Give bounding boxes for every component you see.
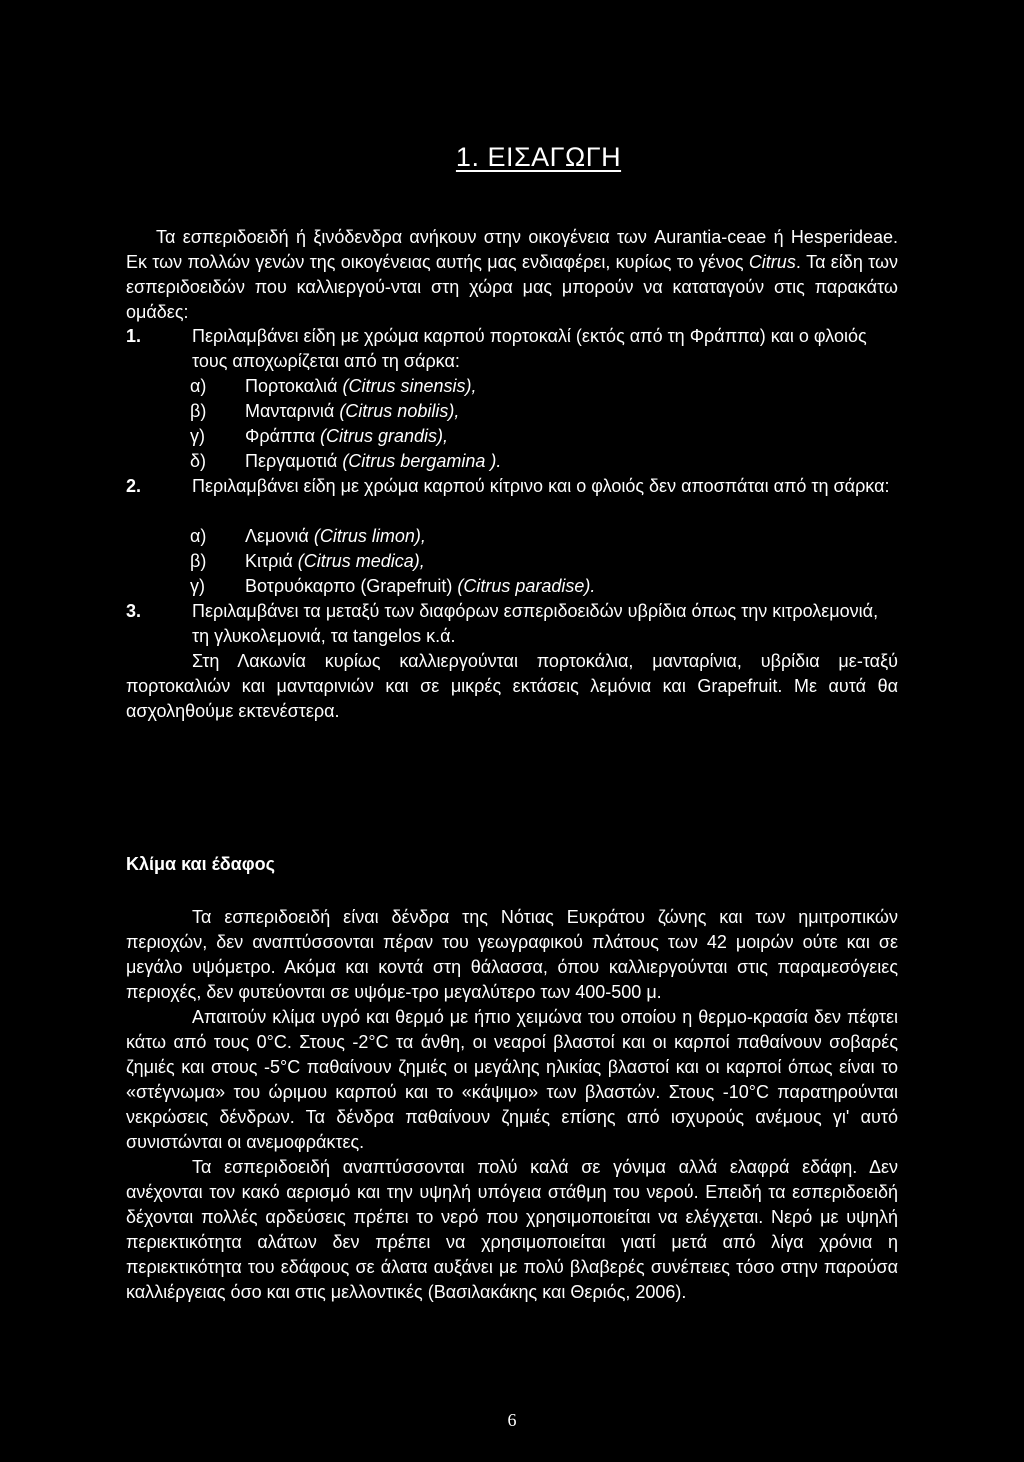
group-number: 1. xyxy=(126,326,142,346)
item-label: Λεμονιά (Citrus limon), xyxy=(245,526,426,546)
item-label: Μανταρινιά (Citrus nobilis), xyxy=(245,401,460,421)
group-number: 2. xyxy=(126,476,142,496)
climate-paragraph: Τα εσπεριδοειδή αναπτύσσονται πολύ καλά σε γόνιμα αλλά ελαφρά εδάφη. Δεν ανέχονται τον κακό αερισμό και την υψηλή υπόγεια στάθμη του νερού. Επειδή τα εσπεριδοειδή δέχονται πολλές αρδεύσεις πρέπει το νερό που χρησιμοποιείται να ελέγχεται. Νερό με υψηλή περιεκτικότητα αλάτων δεν πρέπει να χρησιμοποιείται γιατί μετά από λίγα χρόνια η περιεκτικότητα του εδάφους σε άλατα αυξάνει με πολύ βλαβερές συνέπειες τόσο στην παρούσα καλλιέργειας όσο και στις μελλοντικές (Βασιλακάκης και Θεριός, 2006). xyxy=(126,1157,898,1302)
intro-text-a: Τα εσπεριδοειδή ή ξινόδενδρα ανήκουν στην οικογένεια των Aurantia-ceae ή Hesperideae. Εκ των πολλών γενών της οικογένειας αυτής μας ενδιαφέρει, κυρίως το γένος xyxy=(126,227,898,272)
item-label: Περγαμοτιά (Citrus bergamina ). xyxy=(245,451,502,471)
item-letter: δ) xyxy=(190,451,207,471)
intro-genus: Citrus xyxy=(748,252,796,272)
item-label: Πορτοκαλιά (Citrus sinensis), xyxy=(245,376,477,396)
item-label: Φράππα (Citrus grandis), xyxy=(245,426,449,446)
page-number: 6 xyxy=(507,1410,517,1430)
group-text: Περιλαμβάνει είδη με χρώμα καρπού κίτρινο και ο φλοιός δεν αποσπάται από τη σάρκα: xyxy=(192,476,890,496)
item-letter: α) xyxy=(190,526,207,546)
lakonia-text: Στη Λακωνία κυρίως καλλιεργούνται πορτοκάλια, μανταρίνια, υβρίδια με-ταξύ πορτοκαλιών και μανταρινιών και σε μικρές εκτάσεις λεμόνια και Grapefruit. Με αυτά θα ασχοληθούμε εκτενέστερα. xyxy=(126,651,898,721)
page-title: 1. ΕΙΣΑΓΩΓΗ xyxy=(455,142,622,172)
item-letter: β) xyxy=(190,401,207,421)
item-label: Κιτριά (Citrus medica), xyxy=(245,551,425,571)
item-label: Βοτρυόκαρπο (Grapefruit) (Citrus paradise). xyxy=(245,576,596,596)
lakonia-paragraph xyxy=(126,649,898,724)
climate-paragraph: Τα εσπεριδοειδή είναι δένδρα της Νότιας Ευκράτου ζώνης και των ημιτροπικών περιοχών, δεν αναπτύσσονται πέραν του γεωγραφικού πλάτους των 42 μοιρών ούτε και σε μεγάλο υψόμετρο. Ακόμα και κοντά στη θάλασσα, όπου καλλιεργούνται στις παραμεσόγειες περιοχές, δεν φυτεύονται σε υψόμε-τρο μεγαλύτερο των 400-500 μ. xyxy=(126,907,898,1002)
item-letter: α) xyxy=(190,376,207,396)
group-text: Περιλαμβάνει είδη με χρώμα καρπού πορτοκαλί (εκτός από τη Φράππα) και ο φλοιός τους αποχωρίζεται από τη σάρκα: xyxy=(192,326,867,371)
group-number: 3. xyxy=(126,601,142,621)
intro-text-b: . Τα είδη των εσπεριδοειδών που καλλιεργού-νται στη χώρα μας μπορούν να καταταγούν στις παρακάτω ομάδες: xyxy=(126,252,899,322)
section-heading: Κλίμα και έδαφος xyxy=(126,854,275,874)
climate-paragraphs xyxy=(126,905,898,1305)
item-letter: γ) xyxy=(190,426,205,446)
item-letter: γ) xyxy=(190,576,205,596)
intro-paragraph xyxy=(126,225,898,325)
item-letter: β) xyxy=(190,551,207,571)
group-text: Περιλαμβάνει τα μεταξύ των διαφόρων εσπεριδοειδών υβρίδια όπως την κιτρολεμονιά, τη γλυκολεμονιά, τα tangelos κ.ά. xyxy=(192,601,879,646)
climate-paragraph: Απαιτούν κλίμα υγρό και θερμό με ήπιο χειμώνα του οποίου η θερμο-κρασία δεν πέφτει κάτω από τους 0°C. Στους -2°C τα άνθη, οι νεαροί βλαστοί και οι καρποί παθαίνουν σοβαρές ζημιές και στους -5°C παθαίνουν ζημιές οι μεγάλης ηλικίας βλαστοί και οι καρποί όπως είναι το «στέγνωμα» του ώριμου καρπού και το «κάψιμο» των βλαστών. Στους -10°C παρατηρούνται νεκρώσεις δένδρων. Τα δένδρα παθαίνουν ζημιές επίσης από ισχυρούς ανέμους γι' αυτό συνιστώνται οι ανεμοφράκτες. xyxy=(126,1007,898,1152)
